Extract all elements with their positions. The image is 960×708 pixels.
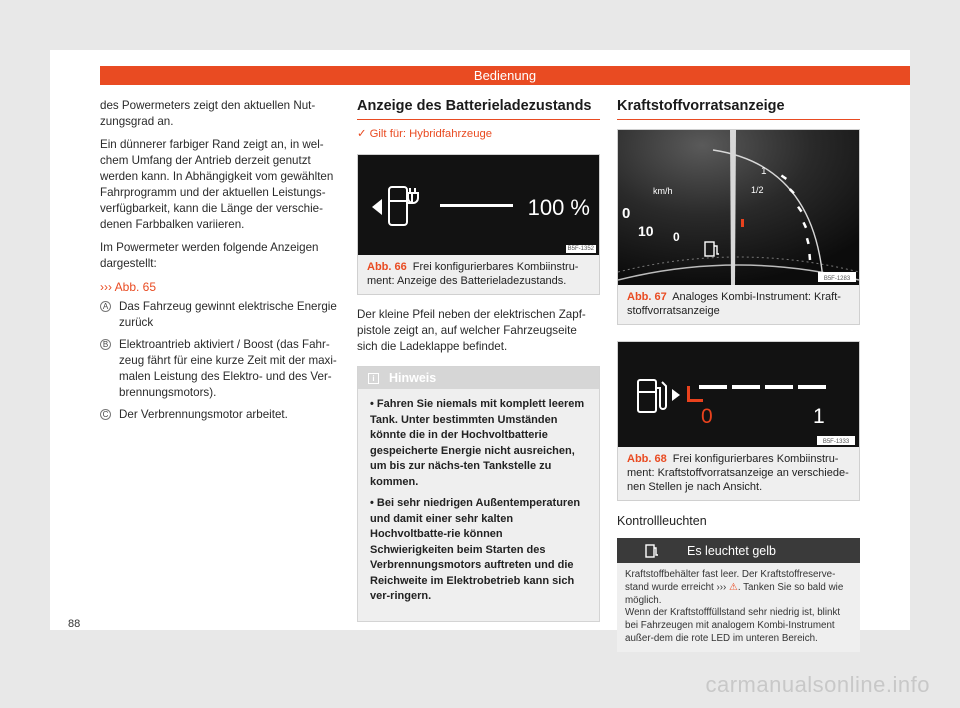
section-title-fuel: Kraftstoffvorratsanzeige — [617, 98, 860, 120]
warning-body — [617, 563, 860, 652]
section-header: Bedienung — [100, 66, 910, 85]
figure-code: B5F-1333 — [822, 439, 850, 445]
marker-a: A — [100, 301, 111, 312]
paragraph: Im Powermeter werden folgende Anzeigen dargestellt: — [100, 241, 319, 270]
paragraph: Der kleine Pfeil neben der elektrischen Zapf-pistole zeigt an, auf welcher Fahrzeugseite sich die Ladeklappe befindet. — [357, 308, 586, 353]
warning-title: Es leuchtet gelb — [687, 543, 776, 558]
paragraph: des Powermeters zeigt den aktuellen Nut-zungsgrad an. — [100, 99, 316, 128]
fuel-pump-icon — [638, 380, 666, 412]
figure-caption — [618, 285, 859, 324]
warning-triangle-icon[interactable]: ⚠ — [729, 581, 738, 593]
list-item-text: Elektroantrieb aktiviert / Boost (das Fahr-zeug fährt für eine kurze Zeit mit der maxi-malen Leistung des Elektro- und des Ver-brennungsmotors). — [119, 338, 337, 399]
list-item — [100, 407, 345, 423]
figure-68 — [617, 341, 860, 501]
arrow-right-icon — [672, 389, 680, 401]
battery-charge-display — [358, 155, 599, 255]
fuel-full-label: 1 — [813, 405, 825, 428]
fuel-segment — [765, 385, 793, 389]
charging-plug-icon — [389, 187, 418, 225]
warning-header — [617, 538, 860, 563]
speed-zero-label: 0 — [622, 205, 631, 222]
list-item-text: Der Verbrennungsmotor arbeitet. — [119, 408, 288, 421]
note-body — [358, 389, 599, 621]
note-box — [357, 366, 600, 622]
list-item — [100, 299, 345, 331]
marker-c: C — [100, 409, 111, 420]
speed-ten-label: 10 — [638, 223, 654, 239]
caption-text: Analoges Kombi-Instrument: Kraft-stoffvorratsanzeige — [627, 291, 841, 317]
manual-page — [50, 50, 910, 644]
section-title-battery: Anzeige des Batterieladezustands — [357, 98, 600, 120]
figure-caption — [358, 255, 599, 294]
fuel-segment — [699, 385, 727, 389]
fuel-full-label: 1 — [761, 166, 767, 177]
figure-66 — [357, 154, 600, 295]
speed-unit: km/h — [653, 186, 673, 196]
arrow-left-icon — [372, 199, 382, 215]
caption-text: Frei konfigurierbares Kombiinstru-ment: Kraftstoffvorratsanzeige an verschiede-nen Stellen je nach Ansicht. — [627, 453, 849, 493]
paragraph: Ein dünnerer farbiger Rand zeigt an, in wel-chem Umfang der Antrieb derzeit genutzt werden kann. In Abhängigkeit vom gewählten Fahrprogramm und der aktuellen Leistungs-verfügbarkeit, kann die Länge der verschie-denen Farbbalken variieren. — [100, 138, 334, 231]
fuel-segment — [732, 385, 760, 389]
note-bullet: • Bei sehr niedrigen Außentemperaturen und damit einer sehr kalten Hochvoltbatte-rie können Schwierigkeiten beim Starten des Verbrennungsmotors auftreten und die Reichweite im Elektrobetrieb kann sich ver-ringern. — [370, 497, 581, 602]
speedometer-needle — [730, 130, 736, 285]
caption-text: Frei konfigurierbares Kombiinstru-ment: Anzeige des Batterieladezustands. — [367, 261, 579, 287]
warning-text: Wenn der Kraftstofffüllstand sehr niedrig ist, blinkt bei Fahrzeugen mit analogem Kombi-Instrument außer-dem die rote LED im unteren Bereich. — [625, 607, 841, 644]
info-icon: i — [368, 373, 379, 384]
column-1 — [100, 98, 345, 429]
figure-code: B5F-1352 — [567, 246, 594, 252]
speed-minor-label: 0 — [673, 230, 680, 244]
note-header — [358, 367, 599, 389]
warning-light-box — [617, 538, 860, 652]
column-3 — [617, 98, 860, 652]
warning-text: . Tanken Sie so bald wie möglich. — [625, 581, 844, 606]
charge-bar — [440, 204, 513, 207]
figure-label: Abb. 66 — [367, 261, 407, 273]
figure-caption — [618, 447, 859, 500]
figure-67 — [617, 129, 860, 325]
digital-fuel-display — [618, 342, 859, 447]
note-title: Hinweis — [389, 371, 437, 385]
figure-label: Abb. 68 — [627, 453, 667, 465]
page-number: 88 — [68, 618, 81, 630]
battery-display-image — [358, 155, 599, 255]
figure-code: B5F-1283 — [823, 276, 851, 282]
fuel-empty-label: 0 — [701, 405, 713, 428]
figure-label: Abb. 67 — [627, 291, 667, 303]
fuel-reserve-marker — [741, 219, 744, 227]
list-item — [100, 337, 345, 401]
analog-gauge-image — [618, 130, 859, 285]
marker-b: B — [100, 339, 111, 350]
applies-to: ✓ Gilt für: Hybridfahrzeuge — [357, 128, 493, 140]
warning-text: Kraftstoffbehälter fast leer. Der Kraftstoffreserve-stand wurde erreicht ››› — [625, 569, 836, 593]
fuel-warning-icon — [617, 543, 687, 559]
analog-fuel-gauge — [618, 130, 859, 285]
note-bullet: • Fahren Sie niemals mit komplett leerem Tank. Unter bestimmten Umständen könnte die in der Hochvoltbatterie gespeicherte Energie nicht ausreichen, um bis zur nächs-ten Tankstelle zu kommen. — [370, 398, 585, 488]
fuel-segment — [798, 385, 826, 389]
figure-reference-link[interactable]: ››› Abb. 65 — [100, 280, 157, 294]
list-item-text: Das Fahrzeug gewinnt elektrische Energie zurück — [119, 300, 337, 329]
subsection-title: Kontrollleuchten — [617, 514, 707, 528]
column-2 — [357, 98, 600, 622]
charge-percent: 100 % — [527, 195, 590, 220]
digital-fuel-display-image — [618, 342, 859, 447]
watermark: carmanualsonline.info — [705, 672, 930, 697]
fuel-half-label: 1/2 — [751, 185, 764, 195]
